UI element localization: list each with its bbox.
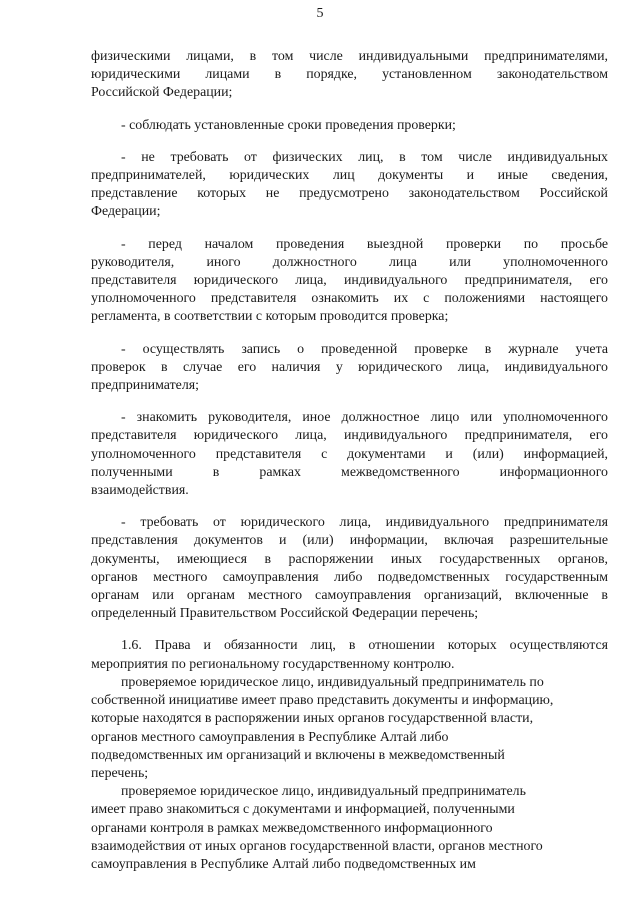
page-number: 5 bbox=[316, 6, 324, 21]
paragraph bbox=[91, 48, 608, 103]
text-line: имеет право знакомиться с документами и информацией, полученными bbox=[91, 802, 515, 818]
text-line: органам или органам местного самоуправления организаций, включенные в bbox=[91, 588, 608, 604]
text-line: Федерации; bbox=[91, 204, 161, 220]
text-line: определенный Правительством Российской Федерации перечень; bbox=[91, 606, 479, 622]
text-line: взаимодействия от иных органов государственной власти, органов местного bbox=[91, 838, 543, 854]
text-line: подведомственных им организаций и включены в межведомственный bbox=[91, 747, 505, 763]
text-line: - соблюдать установленные сроки проведения проверки; bbox=[121, 117, 456, 133]
text-line: органов местного самоуправления в Республике Алтай либо bbox=[91, 729, 449, 745]
text-line: органов местного самоуправления либо подведомственных государственным bbox=[91, 569, 608, 585]
text-line: полученными в рамках межведомственного информационного bbox=[91, 464, 608, 480]
text-line: представления документов и (или) информации, включая разрешительные bbox=[91, 533, 608, 549]
paragraph bbox=[91, 341, 608, 396]
text-line: юридическими лицами в порядке, установленном законодательством bbox=[91, 67, 608, 83]
text-line: предпринимателей, юридических лиц документы и иные сведения, bbox=[91, 168, 608, 184]
text-line: - осуществлять запись о проведенной проверке в журнале учета bbox=[121, 341, 608, 357]
text-line: которые находятся в распоряжении иных органов государственной власти, bbox=[91, 711, 534, 727]
text-line: предпринимателя; bbox=[91, 378, 200, 394]
document-body bbox=[91, 48, 608, 874]
text-line: органами контроля в рамках межведомственного информационного bbox=[91, 820, 493, 836]
text-line: 1.6. Права и обязанности лиц, в отношении которых осуществляются bbox=[121, 638, 608, 654]
paragraph bbox=[91, 783, 608, 874]
text-line: проверяемое юридическое лицо, индивидуальный предприниматель bbox=[121, 784, 526, 800]
text-line: уполномоченного представителя ознакомить их с положениями настоящего bbox=[91, 291, 608, 307]
paragraph bbox=[91, 409, 608, 500]
text-line: - требовать от юридического лица, индивидуального предпринимателя bbox=[121, 515, 608, 531]
text-line: Российской Федерации; bbox=[91, 85, 233, 101]
text-line: взаимодействия. bbox=[91, 483, 189, 499]
text-line: представителя юридического лица, индивидуального предпринимателя, его bbox=[91, 428, 608, 444]
text-line: собственной инициативе имеет право представить документы и информацию, bbox=[91, 693, 554, 709]
text-line: физическими лицами, в том числе индивидуальными предпринимателями, bbox=[91, 49, 608, 64]
text-line: регламента, в соответствии с которым проводится проверка; bbox=[91, 309, 449, 325]
text-line: мероприятия по региональному государственному контролю. bbox=[91, 656, 455, 672]
text-line: представление которых не предусмотрено законодательством Российской bbox=[91, 186, 608, 202]
paragraph bbox=[91, 149, 608, 222]
text-line: - не требовать от физических лиц, в том числе индивидуальных bbox=[121, 149, 608, 165]
text-line: представителя юридического лица, индивидуального предпринимателя, его bbox=[91, 273, 608, 289]
text-line: проверок в случае его наличия у юридического лица, индивидуального bbox=[91, 359, 608, 375]
paragraph bbox=[91, 514, 608, 623]
text-line: проверяемое юридическое лицо, индивидуальный предприниматель по bbox=[121, 674, 544, 690]
text-line: руководителя, иного должностного лица или уполномоченного bbox=[91, 254, 608, 270]
text-line: перечень; bbox=[91, 765, 149, 781]
text-line: документы, имеющиеся в распоряжении иных государственных органов, bbox=[91, 551, 608, 567]
paragraph bbox=[91, 674, 608, 783]
paragraph bbox=[91, 117, 608, 135]
text-line: уполномоченного представителя с документами и (или) информацией, bbox=[91, 446, 608, 462]
text-line: самоуправления в Республике Алтай либо подведомственных им bbox=[91, 856, 476, 872]
paragraph bbox=[91, 637, 608, 673]
text-line: - перед началом проведения выездной проверки по просьбе bbox=[121, 236, 608, 252]
text-line: - знакомить руководителя, иное должностное лицо или уполномоченного bbox=[121, 410, 608, 426]
paragraph bbox=[91, 236, 608, 327]
